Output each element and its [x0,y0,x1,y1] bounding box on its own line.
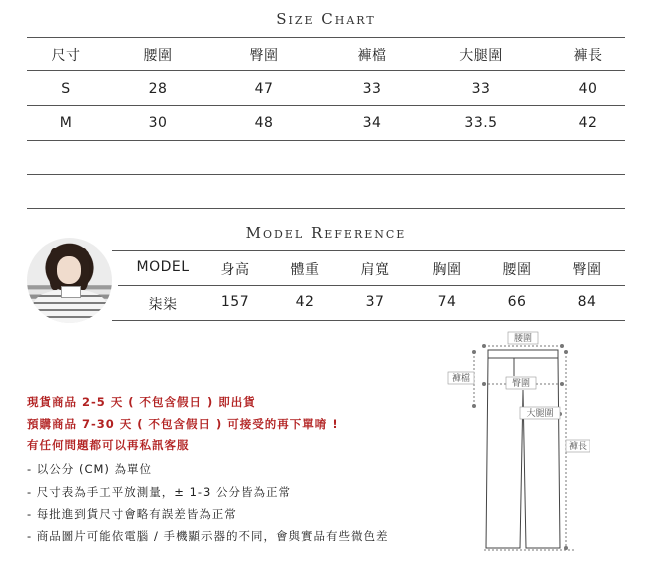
table-rule [27,140,625,141]
cell-size: M [59,115,73,131]
cell-rise: 33 [362,81,382,97]
cell-size: S [61,81,71,97]
table-rule [112,250,625,251]
header-thigh: 大腿圍 [459,48,503,64]
label-hip: 臀圍 [511,379,531,389]
cell-waist: 66 [507,294,527,310]
notice-batch: - 每批進到貨尺寸會略有誤差皆為正常 [27,507,237,521]
cell-hip: 47 [254,81,274,97]
table-rule [27,174,625,175]
table-rule [27,70,625,71]
table-rule [112,320,625,321]
cell-hip: 48 [254,115,274,131]
notice-contact: 有任何問題都可以再私訊客服 [27,438,190,452]
label-thigh: 大腿圍 [526,409,554,419]
header-model: MODEL [136,259,190,275]
cell-thigh: 33.5 [464,115,498,131]
cell-length: 40 [578,81,598,97]
header-rise: 褲檔 [357,48,387,64]
notice-preorder: 預購商品 7-30 天 ( 不包含假日 ) 可接受的再下單唷 ! [27,417,339,431]
label-waist: 腰圍 [513,334,533,344]
cell-chest: 74 [437,294,457,310]
cell-rise: 34 [362,115,382,131]
size-chart-title: Size Chart [276,10,376,28]
header-hip: 臀圍 [249,48,279,64]
cell-model-name: 柒柒 [148,297,178,313]
pants-diagram [440,328,590,556]
table-rule [118,285,625,286]
table-rule [27,105,625,106]
cell-weight: 42 [295,294,315,310]
notice-unit: - 以公分 (CM) 為單位 [27,462,153,476]
header-waist: 腰圍 [143,48,173,64]
header-size: 尺寸 [51,48,81,64]
header-shoulder: 肩寬 [360,262,390,278]
header-chest: 胸圍 [432,262,462,278]
table-rule [27,37,625,38]
cell-hip: 84 [577,294,597,310]
label-length: 褲長 [568,442,588,452]
cell-waist: 30 [148,115,168,131]
header-waist: 腰圍 [502,262,532,278]
notice-measure: - 尺寸表為手工平放測量，± 1-3 公分皆為正常 [27,485,292,499]
header-height: 身高 [220,262,250,278]
cell-thigh: 33 [471,81,491,97]
label-rise: 褲檔 [451,374,471,384]
cell-waist: 28 [148,81,168,97]
cell-shoulder: 37 [365,294,385,310]
header-hip: 臀圍 [572,262,602,278]
cell-height: 157 [220,294,250,310]
cell-length: 42 [578,115,598,131]
notice-stock: 現貨商品 2-5 天 ( 不包含假日 ) 即出貨 [27,395,256,409]
model-avatar [27,238,112,323]
header-length: 褲長 [573,48,603,64]
notice-color: - 商品圖片可能依電腦 / 手機顯示器的不同，會與實品有些微色差 [27,529,389,543]
model-reference-title: Model Reference [245,224,407,242]
header-weight: 體重 [290,262,320,278]
table-rule [27,208,625,209]
